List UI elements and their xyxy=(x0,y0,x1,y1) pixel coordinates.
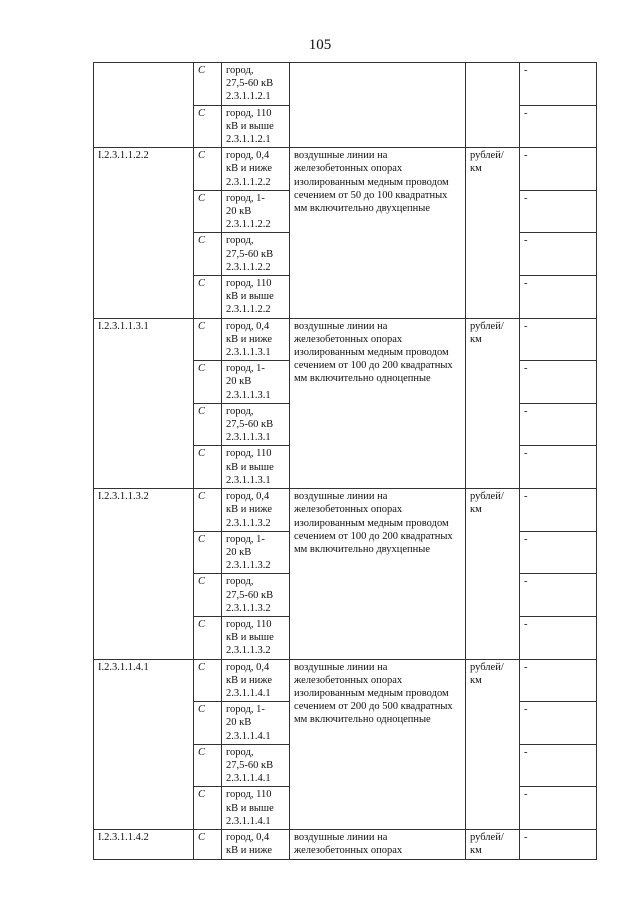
voltage-level-cell: город, 110 кВ и выше 2.3.1.1.3.1 xyxy=(222,446,290,489)
symbol-cell: С xyxy=(194,403,222,446)
value-cell: - xyxy=(520,787,597,830)
item-code-cell: I.2.3.1.1.3.2 xyxy=(94,489,194,659)
value-cell: - xyxy=(520,105,597,148)
value-cell: - xyxy=(520,148,597,191)
value-cell: - xyxy=(520,574,597,617)
symbol-cell: С xyxy=(194,744,222,787)
item-code-cell: I.2.3.1.1.2.2 xyxy=(94,148,194,318)
voltage-level-cell: город, 0,4 кВ и ниже 2.3.1.1.2.2 xyxy=(222,148,290,191)
symbol-cell: С xyxy=(194,787,222,830)
unit-cell: рублей/ км xyxy=(466,659,520,829)
voltage-level-cell: город, 27,5-60 кВ 2.3.1.1.4.1 xyxy=(222,744,290,787)
voltage-level-cell: город, 0,4 кВ и ниже 2.3.1.1.3.1 xyxy=(222,318,290,361)
voltage-level-cell: город, 110 кВ и выше 2.3.1.1.3.2 xyxy=(222,616,290,659)
value-cell: - xyxy=(520,489,597,532)
symbol-cell: С xyxy=(194,276,222,319)
voltage-level-cell: город, 27,5-60 кВ 2.3.1.1.2.2 xyxy=(222,233,290,276)
symbol-cell: С xyxy=(194,233,222,276)
symbol-cell: С xyxy=(194,829,222,859)
table-row xyxy=(94,63,597,106)
table-row xyxy=(94,148,597,191)
symbol-cell: С xyxy=(194,318,222,361)
symbol-cell: С xyxy=(194,105,222,148)
item-code-cell xyxy=(94,63,194,148)
unit-cell: рублей/ км xyxy=(466,489,520,659)
voltage-level-cell: город, 27,5-60 кВ 2.3.1.1.3.1 xyxy=(222,403,290,446)
symbol-cell: С xyxy=(194,446,222,489)
value-cell: - xyxy=(520,446,597,489)
unit-cell: рублей/ км xyxy=(466,829,520,859)
description-cell: воздушные линии на железобетонных опорах изолированным медным проводом сечением от 100 до 200 квадратных мм включительно одноцепные xyxy=(290,318,466,488)
voltage-level-cell: город, 110 кВ и выше 2.3.1.1.2.1 xyxy=(222,105,290,148)
symbol-cell: С xyxy=(194,190,222,233)
symbol-cell: С xyxy=(194,531,222,574)
voltage-level-cell: город, 0,4 кВ и ниже 2.3.1.1.3.2 xyxy=(222,489,290,532)
symbol-cell: С xyxy=(194,616,222,659)
symbol-cell: С xyxy=(194,361,222,404)
voltage-level-cell: город, 1- 20 кВ 2.3.1.1.3.1 xyxy=(222,361,290,404)
value-cell: - xyxy=(520,616,597,659)
tariff-table xyxy=(93,62,597,860)
symbol-cell: С xyxy=(194,63,222,106)
value-cell: - xyxy=(520,190,597,233)
value-cell: - xyxy=(520,829,597,859)
value-cell: - xyxy=(520,531,597,574)
value-cell: - xyxy=(520,233,597,276)
page-number: 105 xyxy=(308,37,332,53)
voltage-level-cell: город, 1- 20 кВ 2.3.1.1.3.2 xyxy=(222,531,290,574)
voltage-level-cell: город, 27,5-60 кВ 2.3.1.1.2.1 xyxy=(222,63,290,106)
item-code-cell: I.2.3.1.1.4.2 xyxy=(94,829,194,859)
description-cell: воздушные линии на железобетонных опорах изолированным медным проводом сечением от 100 до 200 квадратных мм включительно двухцепные xyxy=(290,489,466,659)
voltage-level-cell: город, 1- 20 кВ 2.3.1.1.2.2 xyxy=(222,190,290,233)
voltage-level-cell: город, 0,4 кВ и ниже xyxy=(222,829,290,859)
description-cell xyxy=(290,63,466,148)
voltage-level-cell: город, 27,5-60 кВ 2.3.1.1.3.2 xyxy=(222,574,290,617)
voltage-level-cell: город, 110 кВ и выше 2.3.1.1.4.1 xyxy=(222,787,290,830)
table-row xyxy=(94,659,597,702)
value-cell: - xyxy=(520,276,597,319)
voltage-level-cell: город, 1- 20 кВ 2.3.1.1.4.1 xyxy=(222,702,290,745)
table-row xyxy=(94,489,597,532)
voltage-level-cell: город, 0,4 кВ и ниже 2.3.1.1.4.1 xyxy=(222,659,290,702)
symbol-cell: С xyxy=(194,489,222,532)
value-cell: - xyxy=(520,702,597,745)
description-cell: воздушные линии на железобетонных опорах xyxy=(290,829,466,859)
item-code-cell: I.2.3.1.1.4.1 xyxy=(94,659,194,829)
unit-cell xyxy=(466,63,520,148)
value-cell: - xyxy=(520,361,597,404)
symbol-cell: С xyxy=(194,702,222,745)
table-row xyxy=(94,829,597,859)
description-cell: воздушные линии на железобетонных опорах изолированным медным проводом сечением от 200 до 500 квадратных мм включительно одноцепные xyxy=(290,659,466,829)
unit-cell: рублей/ км xyxy=(466,148,520,318)
symbol-cell: С xyxy=(194,574,222,617)
voltage-level-cell: город, 110 кВ и выше 2.3.1.1.2.2 xyxy=(222,276,290,319)
value-cell: - xyxy=(520,318,597,361)
table-row xyxy=(94,318,597,361)
value-cell: - xyxy=(520,659,597,702)
description-cell: воздушные линии на железобетонных опорах изолированным медным проводом сечением от 50 до 100 квадратных мм включительно двухцепные xyxy=(290,148,466,318)
item-code-cell: I.2.3.1.1.3.1 xyxy=(94,318,194,488)
symbol-cell: С xyxy=(194,659,222,702)
symbol-cell: С xyxy=(194,148,222,191)
value-cell: - xyxy=(520,63,597,106)
unit-cell: рублей/ км xyxy=(466,318,520,488)
value-cell: - xyxy=(520,744,597,787)
value-cell: - xyxy=(520,403,597,446)
